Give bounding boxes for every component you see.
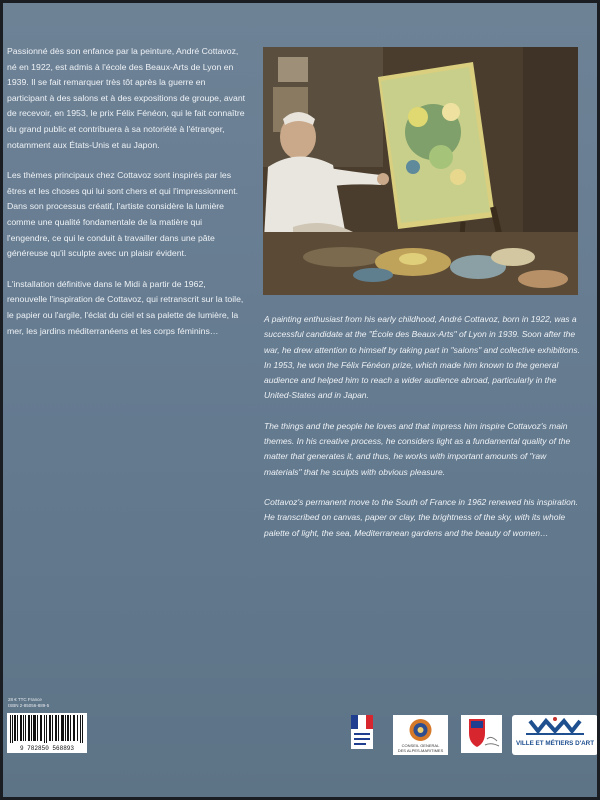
price-label: 28 € TTC France (8, 697, 42, 702)
french-paragraph-1: Passionné dès son enfance par la peinture, André Cottavoz, né en 1922, est admis à l'école des Beaux-Arts de Lyon en 1939. Il se fait remarquer très tôt après la guerre en participant à des salons et à des expositions de groupe, avant de recevoir, en 1953, le prix Félix Fénéon, qui le fait connaître du grand public et contribuera à sa notoriété à l'étranger, notamment aux États-Unis et au Japon. (7, 46, 246, 150)
english-paragraph-1: A painting enthusiast from his early childhood, André Cottavoz, born in 1922, was a successful candidate at the "École des Beaux-Arts" of Lyon in 1939. Soon after the war, he drew attention to himself by taking part in "salons" and collective exhibitions. In 1953, he won the Félix Fénéon prize, which made him known to the general audience and helped him to reach a wider audience abroad, particularly in the United-States and in Japan. (264, 314, 580, 401)
barcode-number: 9 782850 568893 (19, 745, 74, 752)
conseil-general-line2: DES ALPES-MARITIMES (397, 748, 444, 753)
french-paragraph-3: L'installation définitive dans le Midi à partir de 1962, renouvelle l'inspiration de Cottavoz, qui retranscrit sur la toile, le papier ou l'argile, l'éclat du ciel et sa palette de lumière, la mer, les jardins méditerranéens et les corps féminins… (7, 278, 244, 336)
isbn-label: ISBN 2-85056-889-5 (8, 703, 50, 708)
english-paragraph-2: The things and the people he loves and that impress him inspire Cottavoz's main themes. In his creative process, he considers light as a fundamental quality of the matter that generates it, and thus, he works with important amounts of "raw materials" that he sculpts with obvious pleasure. (264, 420, 571, 477)
conseil-general-line1: CONSEIL GENERAL (401, 743, 440, 748)
villes-metiers-label: VILLE ET MÉTIERS D'ART (515, 740, 595, 747)
english-paragraph-3: Cottavoz's permanent move to the South of France in 1962 renewed his inspiration. He transcribed on canvas, paper or clay, the brightness of the sky, with its whole palette of light, the sea, Mediterranean gardens and the beauty of women… (264, 496, 578, 538)
french-paragraph-2: Les thèmes principaux chez Cottavoz sont inspirés par les êtres et les choses qui lui sont chers et qui l'impressionnent. Dans son processus créatif, l'artiste considère la lumière comme une qualité fondamentale de la matière qui l'engendre, ce qui le conduit à travailler dans une pâte généreuse qu'il sculpte avec un plaisir évident. (7, 170, 239, 259)
